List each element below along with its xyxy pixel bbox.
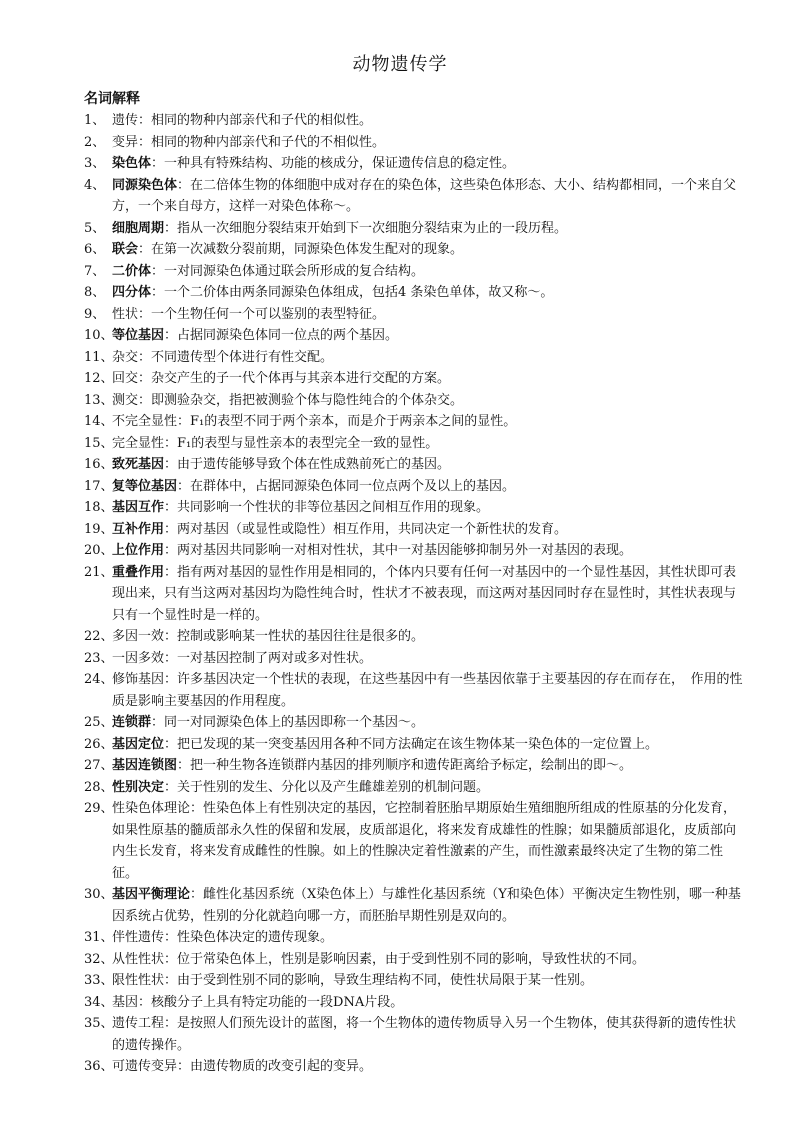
item-term: 基因平衡理论 [112, 887, 191, 902]
item-definition: 一个二价体由两条同源染色体组成，包括4 条染色单体，故又称～。 [164, 285, 554, 300]
item-definition: 相同的物种内部亲代和子代的不相似性。 [151, 134, 386, 150]
item-number: 8、 [84, 285, 106, 300]
definition-item [84, 497, 744, 519]
item-term: 复等位基因 [112, 478, 178, 494]
definition-item [84, 884, 744, 927]
item-number: 32、 [84, 951, 114, 967]
item-separator: ： [164, 930, 178, 945]
item-definition: 指从一次细胞分裂结束开始到下一次细胞分裂结束为止的一段历程。 [177, 220, 568, 236]
item-separator: ： [164, 521, 178, 537]
item-separator: ： [164, 973, 178, 988]
item-separator: ： [164, 779, 178, 795]
definition-item [84, 734, 744, 756]
item-definition: 是按照人们预先设计的蓝图，将一个生物体的遗传物质导入另一个生物体，使其获得新的遗传性状的遗传操作。 [112, 1016, 737, 1053]
item-number: 6、 [84, 242, 106, 257]
definition-item [84, 777, 744, 799]
definition-item [84, 927, 744, 949]
definition-item [84, 712, 744, 734]
item-definition: 不同遗传型个体进行有性交配。 [151, 349, 334, 365]
item-term: 基因定位 [112, 736, 165, 752]
item-term: 回交 [112, 371, 139, 386]
item-definition: F₁的表型与显性亲本的表型完全一致的显性。 [177, 435, 439, 451]
definition-item [84, 325, 744, 347]
item-number: 15、 [84, 435, 114, 451]
item-number: 30、 [84, 887, 114, 902]
item-number: 23、 [84, 650, 114, 666]
item-separator: ： [164, 435, 178, 451]
item-definition: 同一对同源染色体上的基因即称一个基因～。 [164, 715, 425, 730]
definition-item [84, 347, 744, 369]
item-definition: 核酸分子上具有特定功能的一段DNA片段。 [151, 994, 404, 1010]
item-term: 限性性状 [112, 973, 165, 988]
item-term: 联会 [112, 242, 139, 257]
item-definition: 指有两对基因的显性作用是相同的，个体内只要有任何一对基因中的一个显性基因，其性状即可表现出来，只有当这两对基因均为隐性纯合时，性状才不被表现，而这两对基因同时存在显性时，其性状表现与只有一个显性时是一样的。 [112, 564, 737, 623]
definition-item [84, 755, 744, 777]
item-number: 21、 [84, 564, 114, 580]
item-separator: ： [151, 285, 165, 300]
item-number: 20、 [84, 543, 114, 558]
item-number: 5、 [84, 220, 106, 236]
item-term: 染色体 [112, 156, 152, 171]
item-term: 基因连锁图 [112, 758, 178, 773]
item-term: 致死基因 [112, 457, 165, 472]
item-term: 四分体 [112, 285, 152, 300]
item-definition: 把已发现的某一突变基因用各种不同方法确定在该生物体某一染色体的一定位置上。 [177, 736, 659, 752]
definition-item [84, 1056, 744, 1078]
item-term: 同源染色体 [112, 177, 178, 193]
definition-item [84, 368, 744, 390]
item-separator: ： [177, 478, 191, 494]
item-definition: 由遗传物质的改变引起的变异。 [190, 1059, 373, 1074]
definition-item [84, 153, 744, 175]
item-definition: 即测验杂交，指把被测验个体与隐性纯合的个体杂交。 [151, 392, 464, 408]
definition-item [84, 519, 744, 541]
definition-item [84, 669, 744, 712]
item-separator: ： [164, 500, 178, 515]
item-definition: 由于遗传能够导致个体在性成熟前死亡的基因。 [177, 457, 451, 472]
item-definition: 许多基因决定一个性状的表现，在这些基因中有一些基因依靠于主要基因的存在而存在， 作用的性质是影响主要基因的作用程度。 [112, 672, 743, 709]
section-heading: 名词解释 [84, 91, 140, 107]
item-number: 25、 [84, 715, 114, 730]
item-separator: ： [164, 1016, 178, 1031]
item-number: 4、 [84, 177, 106, 193]
item-term: 二价体 [112, 263, 152, 279]
item-separator: ： [151, 156, 165, 171]
item-term: 遗传 [112, 113, 139, 128]
item-separator: ： [164, 629, 178, 644]
item-number: 13、 [84, 392, 114, 408]
item-number: 14、 [84, 414, 114, 429]
item-separator: ： [190, 801, 204, 816]
item-number: 33、 [84, 973, 114, 988]
item-number: 26、 [84, 736, 114, 752]
item-term: 测交 [112, 392, 139, 408]
item-term: 一因多效 [112, 650, 165, 666]
item-number: 16、 [84, 457, 114, 472]
item-definition: 杂交产生的子一代个体再与其亲本进行交配的方案。 [151, 371, 451, 386]
item-separator: ： [164, 457, 178, 472]
item-separator: ： [164, 220, 178, 236]
item-separator: ： [164, 672, 178, 687]
item-number: 12、 [84, 371, 114, 386]
item-separator: ： [164, 736, 178, 752]
item-definition: 位于常染色体上，性别是影响因素，由于受到性别不同的影响，导致性状的不同。 [177, 951, 646, 967]
item-number: 22、 [84, 629, 114, 644]
item-separator: ： [164, 951, 178, 967]
item-separator: ： [138, 113, 152, 128]
item-term: 性状 [112, 306, 139, 322]
item-separator: ： [138, 349, 152, 365]
item-number: 24、 [84, 672, 114, 687]
definition-item [84, 648, 744, 670]
item-term: 连锁群 [112, 715, 152, 730]
item-term: 遗传工程 [112, 1016, 165, 1031]
item-definition: 性染色体决定的遗传现象。 [177, 930, 334, 945]
item-definition: 雌性化基因系统（X染色体上）与雄性化基因系统（Y和染色体）平衡决定生物性别，哪一种基因系统占优势，性别的分化就趋向哪一方，而胚胎早期性别是双向的。 [112, 887, 741, 924]
definition-item [84, 992, 744, 1014]
item-term: 变异 [112, 134, 139, 150]
definition-item [84, 626, 744, 648]
item-number: 3、 [84, 156, 106, 171]
item-term: 基因互作 [112, 500, 165, 515]
definition-item [84, 411, 744, 433]
definition-item [84, 970, 744, 992]
item-separator: ： [164, 543, 178, 558]
item-term: 上位作用 [112, 543, 165, 558]
definition-item [84, 261, 744, 283]
item-number: 36、 [84, 1059, 114, 1074]
item-definition: F₁的表型不同于两个亲本，而是介于两亲本之间的显性。 [190, 414, 517, 429]
item-separator: ： [138, 371, 152, 386]
item-term: 杂交 [112, 349, 139, 365]
item-separator: ： [138, 242, 152, 257]
item-definition: 一个生物任何一个可以鉴别的表型特征。 [151, 306, 386, 322]
item-separator: ： [177, 414, 191, 429]
definition-item [84, 1013, 744, 1056]
item-number: 10、 [84, 328, 114, 343]
item-number: 29、 [84, 801, 114, 816]
definition-item [84, 282, 744, 304]
item-number: 9、 [84, 306, 106, 322]
item-term: 重叠作用 [112, 564, 165, 580]
item-definition: 相同的物种内部亲代和子代的相似性。 [151, 113, 373, 128]
item-number: 17、 [84, 478, 114, 494]
item-definition: 一对基因控制了两对或多对性状。 [177, 650, 373, 666]
item-separator: ： [151, 715, 165, 730]
item-term: 伴性遗传 [112, 930, 165, 945]
item-term: 等位基因 [112, 328, 165, 343]
item-definition: 占据同源染色体同一位点的两个基因。 [177, 328, 399, 343]
item-separator: ： [177, 1059, 191, 1074]
definition-item [84, 562, 744, 627]
item-definition: 控制或影响某一性状的基因往往是很多的。 [177, 629, 425, 644]
item-definition: 由于受到性别不同的影响，导致生理结构不同，使性状局限于某一性别。 [177, 973, 594, 988]
definition-item [84, 540, 744, 562]
item-number: 7、 [84, 263, 106, 279]
definition-item [84, 798, 744, 884]
term-list [84, 110, 744, 1078]
item-number: 1、 [84, 113, 106, 128]
item-term: 互补作用 [112, 521, 165, 537]
definition-item [84, 132, 744, 154]
item-separator: ： [138, 994, 152, 1010]
document-title: 动物遗传学 [352, 54, 448, 75]
item-separator: ： [164, 328, 178, 343]
item-number: 34、 [84, 994, 114, 1010]
item-number: 18、 [84, 500, 114, 515]
item-separator: ： [138, 306, 152, 322]
item-definition: 在二倍体生物的体细胞中成对存在的染色体，这些染色体形态、大小、结构都相同，一个来自父方，一个来自母方，这样一对染色体称～。 [112, 177, 737, 214]
item-separator: ： [164, 564, 178, 580]
definition-item [84, 390, 744, 412]
item-term: 基因 [112, 994, 139, 1010]
definition-item [84, 239, 744, 261]
item-definition: 两对基因（或显性或隐性）相互作用，共同决定一个新性状的发育。 [177, 521, 568, 537]
item-separator: ： [177, 758, 191, 773]
item-definition: 性染色体上有性别决定的基因，它控制着胚胎早期原始生殖细胞所组成的性原基的分化发育，如果性原基的髓质部永久性的保留和发展，皮质部退化，将来发育成雄性的性腺；如果髓质部退化，皮质部向内生长发育，将来发育成雌性的性腺。如上的性腺决定着性激素的产生，而性激素最终决定了生物的第二性征。 [112, 801, 737, 881]
definition-item [84, 476, 744, 498]
definition-item [84, 175, 744, 218]
item-term: 多因一效 [112, 629, 165, 644]
definition-item [84, 110, 744, 132]
definition-item [84, 304, 744, 326]
item-number: 31、 [84, 930, 114, 945]
item-separator: ： [177, 177, 191, 193]
item-separator: ： [190, 887, 204, 902]
item-number: 2、 [84, 134, 106, 150]
item-number: 28、 [84, 779, 114, 795]
item-term: 完全显性 [112, 435, 165, 451]
item-definition: 两对基因共同影响一对相对性状，其中一对基因能够抑制另外一对基因的表现。 [177, 543, 633, 558]
definition-item [84, 433, 744, 455]
item-number: 19、 [84, 521, 114, 537]
item-term: 修饰基因 [112, 672, 165, 687]
item-term: 性别决定 [112, 779, 165, 795]
item-definition: 把一种生物各连锁群内基因的排列顺序和遗传距离给予标定，绘制出的即～。 [190, 758, 633, 773]
item-separator: ： [164, 650, 178, 666]
definition-item [84, 454, 744, 476]
item-term: 细胞周期 [112, 220, 165, 236]
item-term: 从性性状 [112, 951, 165, 967]
item-term: 可遗传变异 [112, 1059, 178, 1074]
item-number: 35、 [84, 1016, 114, 1031]
item-separator: ： [138, 134, 152, 150]
item-definition: 在第一次减数分裂前期，同源染色体发生配对的现象。 [151, 242, 464, 257]
item-term: 不完全显性 [112, 414, 178, 429]
item-separator: ： [138, 392, 152, 408]
item-definition: 关于性别的发生、分化以及产生雌雄差别的机制问题。 [177, 779, 490, 795]
definition-item [84, 949, 744, 971]
definition-item [84, 218, 744, 240]
item-separator: ： [151, 263, 165, 279]
item-definition: 在群体中，占据同源染色体同一位点两个及以上的基因。 [190, 478, 516, 494]
item-definition: 一对同源染色体通过联会所形成的复合结构。 [164, 263, 425, 279]
item-number: 11、 [84, 349, 114, 365]
item-term: 性染色体理论 [112, 801, 191, 816]
item-number: 27、 [84, 758, 114, 773]
item-definition: 共同影响一个性状的非等位基因之间相互作用的现象。 [177, 500, 490, 515]
item-definition: 一种具有特殊结构、功能的核成分，保证遗传信息的稳定性。 [164, 156, 516, 171]
